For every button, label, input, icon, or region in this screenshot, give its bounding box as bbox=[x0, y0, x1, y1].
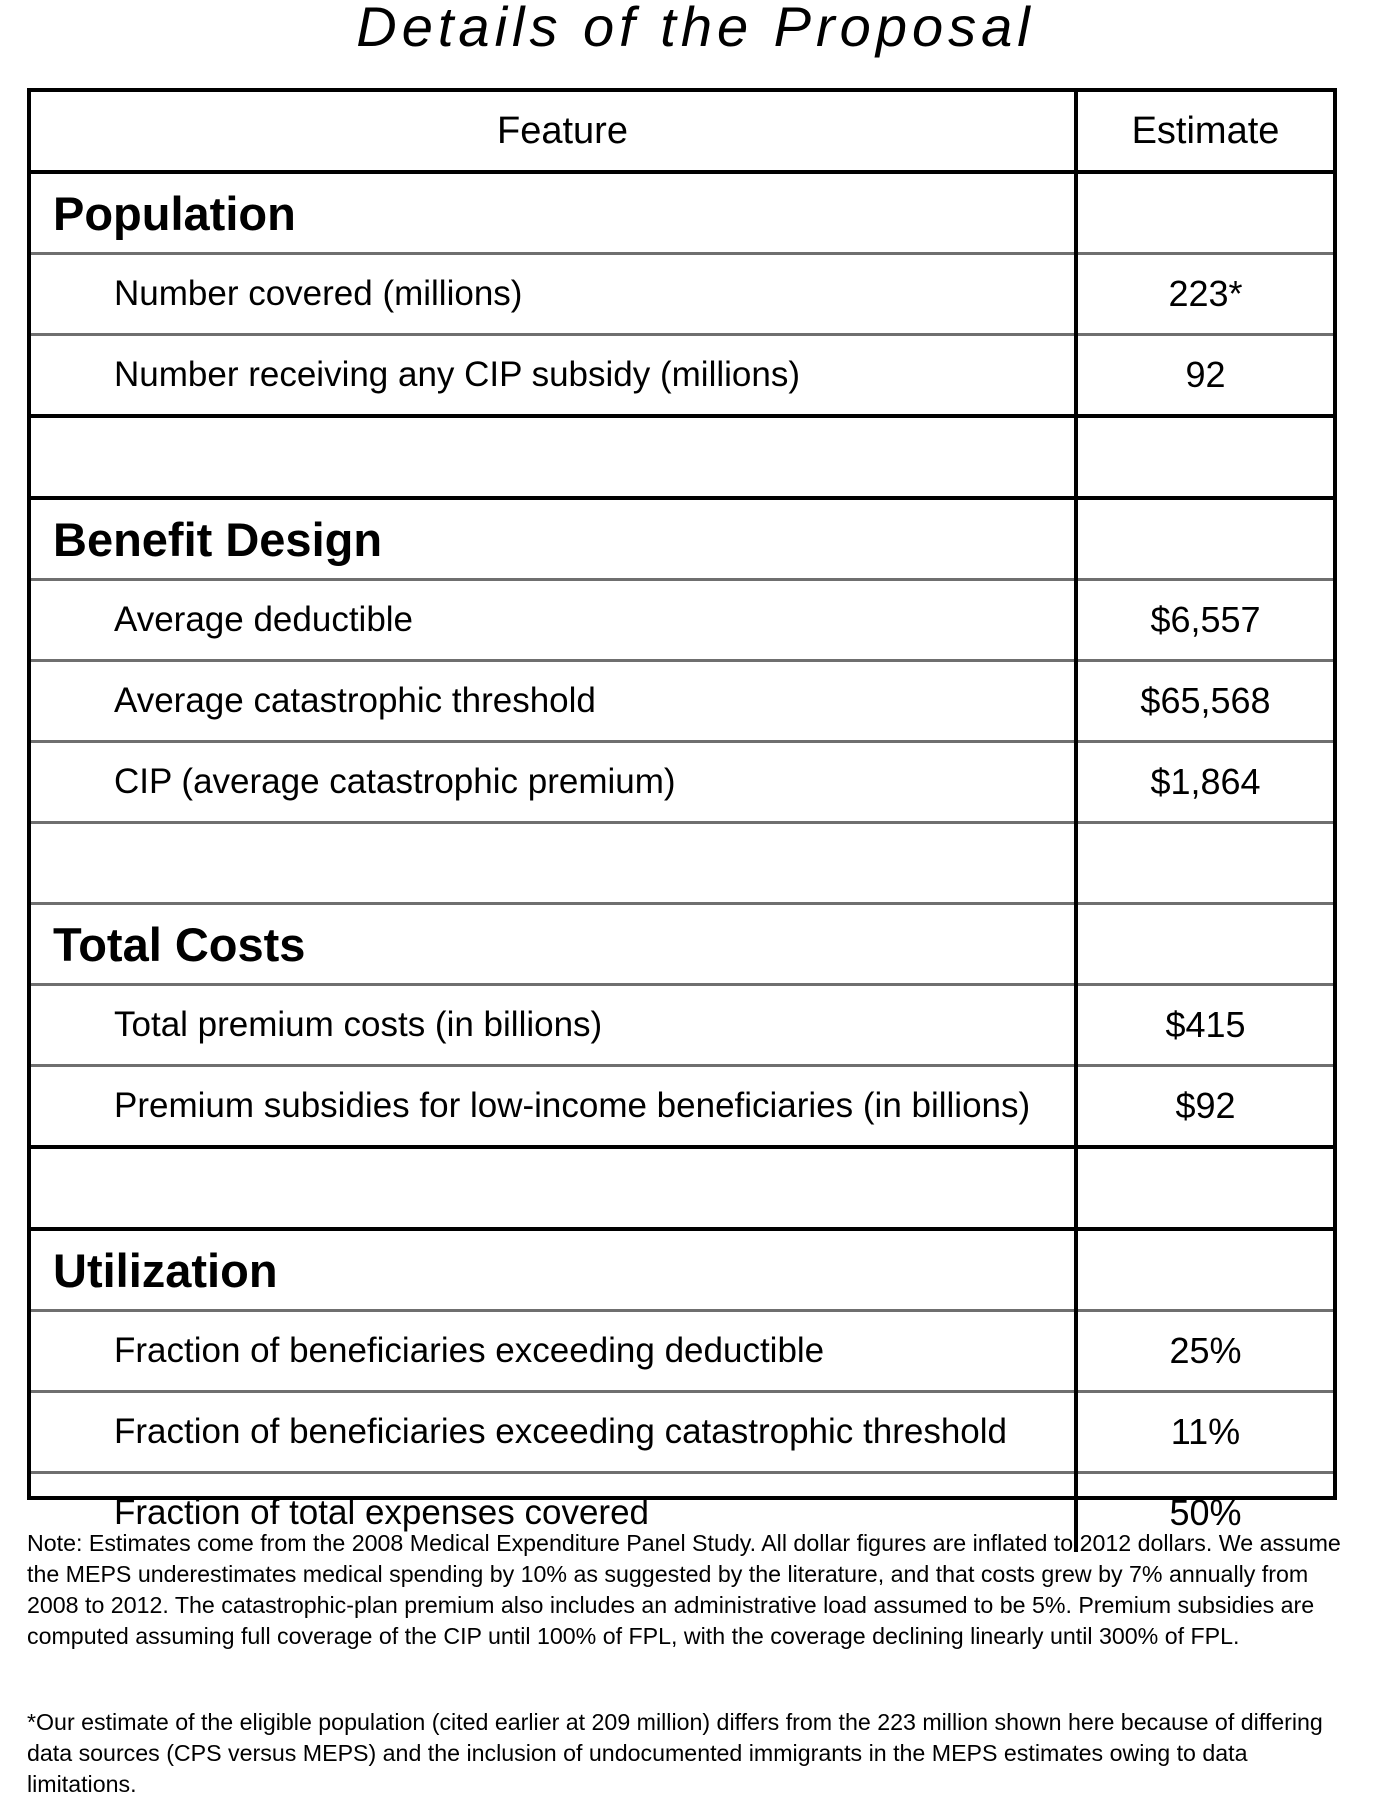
feature-cell: Fraction of total expenses covered bbox=[31, 1473, 1076, 1553]
methodology-note: Note: Estimates come from the 2008 Medical Expenditure Panel Study. All dollar figures are inflated to 2012 dollars. We assume the MEPS underestimates medical spending by 10% as suggested by the literature, and that costs grew by 7% annually from 2008 to 2012. The catastrophic-plan premium also includes an administrative load assumed to be 5%. Premium subsidies are computed assuming full coverage of the CIP until 100% of FPL, with the coverage declining linearly until 300% of FPL. bbox=[27, 1530, 1341, 1649]
section-row-total-costs bbox=[31, 904, 1333, 985]
estimate-cell: 92 bbox=[1076, 335, 1333, 417]
estimate-cell: $92 bbox=[1076, 1066, 1333, 1148]
table-row bbox=[31, 254, 1333, 335]
section-row-benefit-design bbox=[31, 498, 1333, 580]
estimate-cell: $415 bbox=[1076, 985, 1333, 1066]
feature-cell: Premium subsidies for low-income beneficiaries (in billions) bbox=[31, 1066, 1076, 1148]
spacer-cell bbox=[1076, 1147, 1333, 1229]
spacer-row bbox=[31, 416, 1333, 498]
spacer-cell bbox=[31, 823, 1076, 904]
proposal-table-grid bbox=[31, 92, 1333, 1552]
feature-cell: Fraction of beneficiaries exceeding deductible bbox=[31, 1311, 1076, 1392]
section-estimate-empty bbox=[1076, 1229, 1333, 1311]
feature-cell: Fraction of beneficiaries exceeding catastrophic threshold bbox=[31, 1392, 1076, 1473]
section-estimate-empty bbox=[1076, 904, 1333, 985]
table-row bbox=[31, 985, 1333, 1066]
table-row bbox=[31, 335, 1333, 417]
spacer-cell bbox=[1076, 416, 1333, 498]
estimate-cell: 25% bbox=[1076, 1311, 1333, 1392]
feature-cell: Number receiving any CIP subsidy (millions) bbox=[31, 335, 1076, 417]
section-title: Total Costs bbox=[31, 904, 1076, 985]
estimate-cell: 11% bbox=[1076, 1392, 1333, 1473]
spacer-cell bbox=[31, 416, 1076, 498]
table-row bbox=[31, 1066, 1333, 1148]
feature-column-header: Feature bbox=[497, 109, 628, 152]
section-row-utilization bbox=[31, 1229, 1333, 1311]
table-row bbox=[31, 1392, 1333, 1473]
section-title: Benefit Design bbox=[31, 498, 1076, 580]
population-footnote: *Our estimate of the eligible population (cited earlier at 209 million) differs from the 223 million shown here because of differing data sources (CPS versus MEPS) and the inclusion of undocumented immigrants in the MEPS estimates owing to data limitations. bbox=[27, 1709, 1323, 1797]
spacer-row bbox=[31, 823, 1333, 904]
table-row bbox=[31, 742, 1333, 823]
estimate-cell: 223* bbox=[1076, 254, 1333, 335]
proposal-table bbox=[27, 88, 1337, 1533]
spacer-row bbox=[31, 1147, 1333, 1229]
spacer-cell bbox=[1076, 823, 1333, 904]
section-title: Population bbox=[31, 172, 1076, 254]
estimate-cell: $1,864 bbox=[1076, 742, 1333, 823]
section-row-population bbox=[31, 172, 1333, 254]
table-row bbox=[31, 661, 1333, 742]
table-row bbox=[31, 1311, 1333, 1392]
estimate-cell: $65,568 bbox=[1076, 661, 1333, 742]
table-row bbox=[31, 580, 1333, 661]
estimate-column-header: Estimate bbox=[1076, 92, 1333, 172]
section-estimate-empty bbox=[1076, 498, 1333, 580]
spacer-cell bbox=[31, 1147, 1076, 1229]
feature-cell: Average deductible bbox=[31, 580, 1076, 661]
page-title: Details of the Proposal bbox=[356, 0, 1035, 58]
feature-cell: Total premium costs (in billions) bbox=[31, 985, 1076, 1066]
table-header-row bbox=[31, 92, 1333, 172]
feature-cell: Number covered (millions) bbox=[31, 254, 1076, 335]
feature-cell: CIP (average catastrophic premium) bbox=[31, 742, 1076, 823]
estimate-cell: 50% bbox=[1076, 1473, 1333, 1553]
section-estimate-empty bbox=[1076, 172, 1333, 254]
estimate-cell: $6,557 bbox=[1076, 580, 1333, 661]
section-title: Utilization bbox=[31, 1229, 1076, 1311]
feature-cell: Average catastrophic threshold bbox=[31, 661, 1076, 742]
